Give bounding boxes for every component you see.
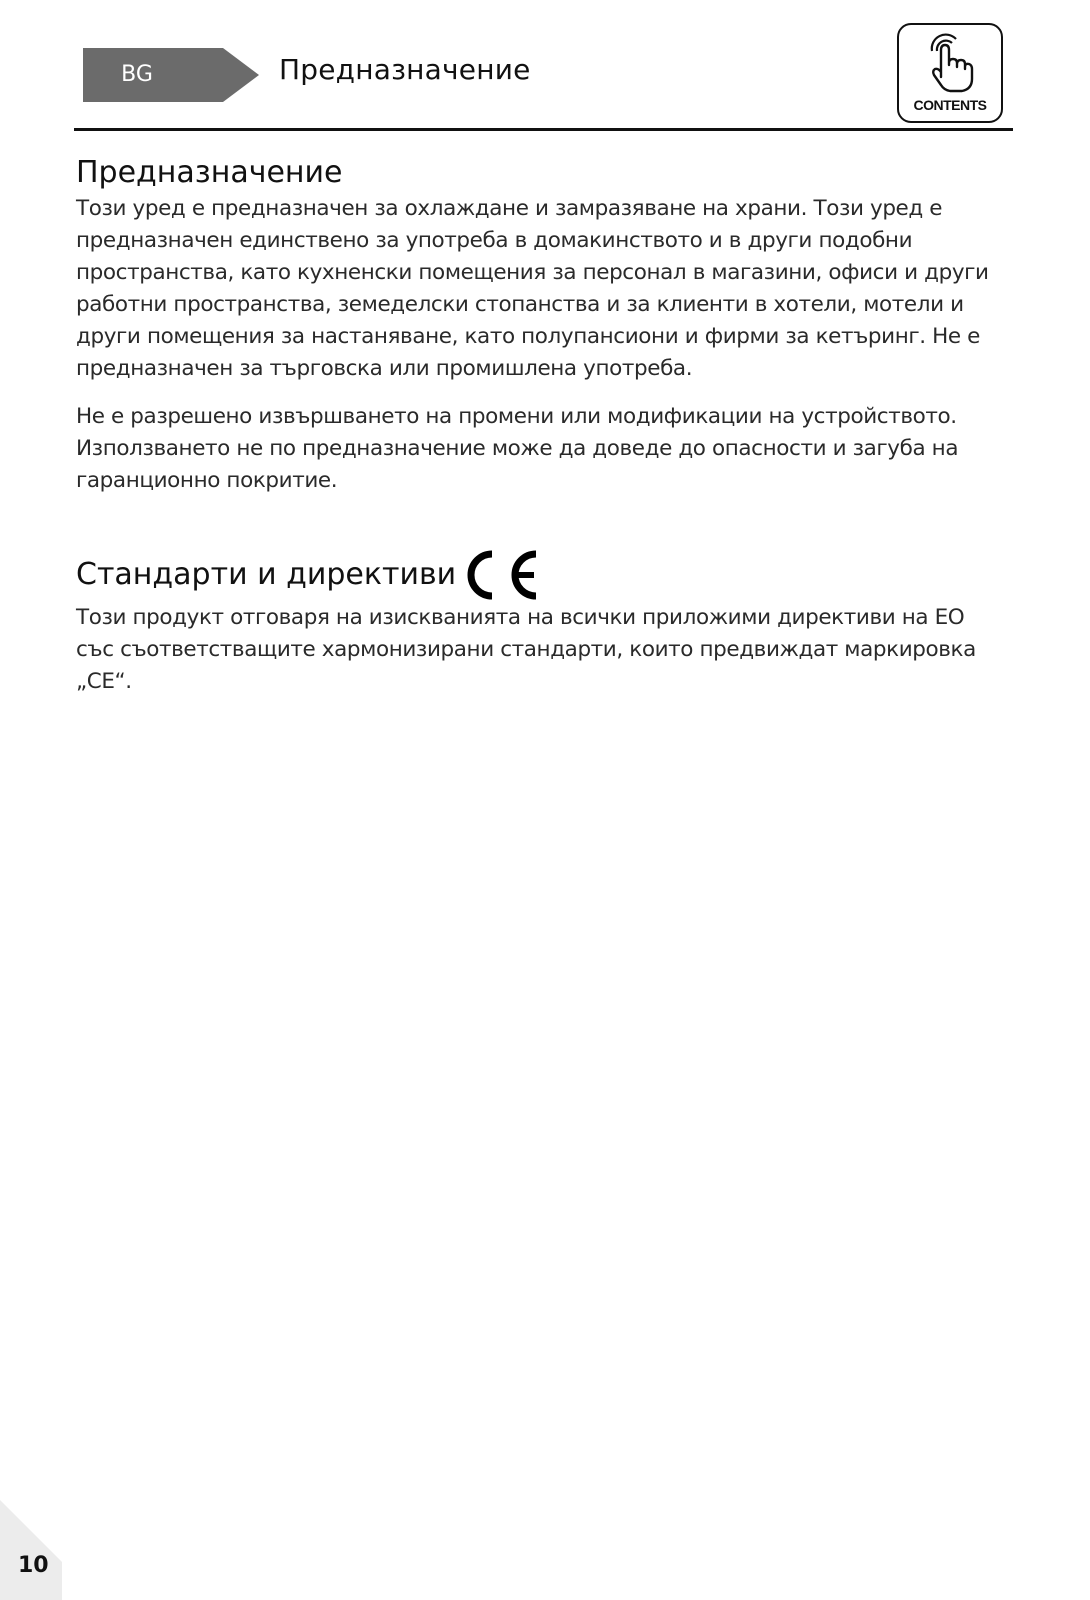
page-header-title: Предназначение	[279, 53, 531, 86]
ce-mark-icon	[462, 548, 542, 602]
section-heading: Предназначение	[76, 155, 343, 190]
pointing-hand-icon	[926, 31, 976, 95]
language-code: BG	[121, 62, 153, 87]
section-heading: Стандарти и директиви	[76, 557, 457, 592]
section-paragraph: Не е разрешено извършването на промени или модификации на устройството. Използването не по предназначение може да доведе до опасности и загуба на гаранционно покритие.	[76, 404, 959, 493]
section-intended-use	[76, 153, 996, 497]
language-tab	[83, 48, 263, 102]
page-corner-tab	[0, 1500, 70, 1600]
section-paragraph: Този продукт отговаря на изискванията на всички приложими директиви на ЕО със съответстващите хармонизирани стандарти, които предвиждат маркировка „CE“.	[76, 605, 976, 694]
section-paragraph: Този уред е предназначен за охлаждане и замразяване на храни. Този уред е предназначен единствено за употреба в домакинството и в други подобни пространства, като кухненски помещения за персонал в магазини, офиси и други работни пространства, земеделски стопанства и за клиенти в хотели, мотели и други помещения за настаняване, като полупансиони и фирми за кетъринг. Не е предназначен за търговска или промишлена употреба.	[76, 196, 989, 381]
contents-button[interactable]	[897, 23, 1003, 123]
page-number: 10	[18, 1553, 49, 1578]
header-divider	[74, 128, 1013, 131]
section-heading-row	[76, 548, 996, 602]
section-standards	[76, 548, 996, 698]
contents-label: CONTENTS	[913, 97, 987, 113]
